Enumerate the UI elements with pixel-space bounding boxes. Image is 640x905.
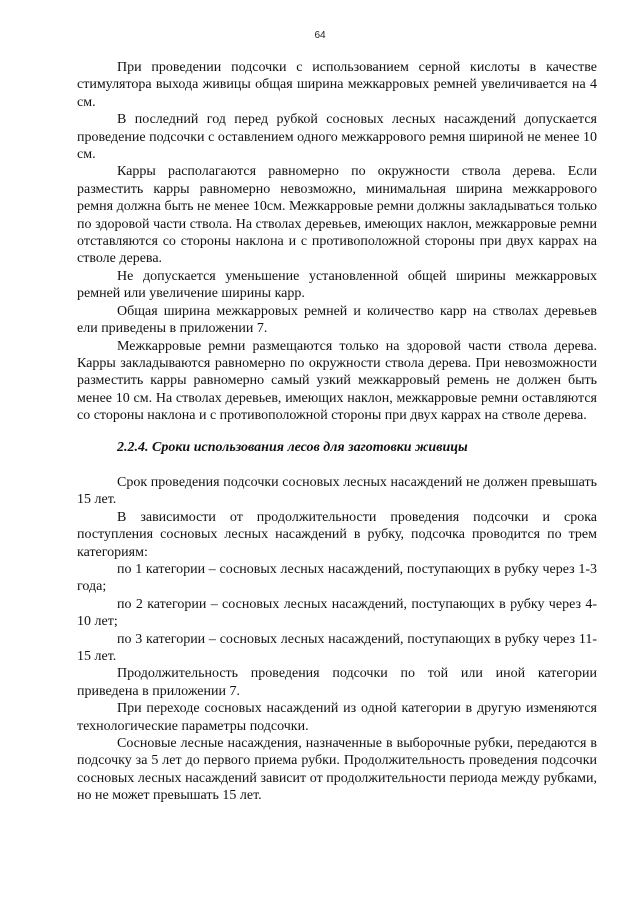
paragraph-spruce-placement: Межкарровые ремни размещаются только на здоровой части ствола дерева. Карры закладываются равномерно по окружности ствола дерева. При невозможности разместить карры равномерно самый узкий межкарровый ремень не должен быть менее 10 см. На стволах деревьев, имеющих наклон, межкарровые ремни оставляются со стороны наклона и с противоположной стороны при двух каррах на стволе дерева. [77,338,597,424]
paragraph-spruce-reference: Общая ширина межкарровых ремней и количество карр на стволах деревьев ели приведены в приложении 7. [77,303,597,337]
paragraph-category-3: по 3 категории – сосновых лесных насаждений, поступающих в рубку через 11-15 лет. [77,631,597,664]
paragraph-duration-reference: Продолжительность проведения подсочки по той или иной категории приведена в приложении 7. [77,666,597,699]
paragraph-selective-cutting: Сосновые лесные насаждения, назначенные в выборочные рубки, передаются в подсочку за 5 лет до первого приема рубки. Продолжительность проведения подсочки сосновых лесных насаждений зависит от продолжительности периода между рубками, но не может превышать 15 лет. [77,736,597,804]
paragraph-sulfuric-acid: При проведении подсочки с использованием серной кислоты в качестве стимулятора выхода живицы общая ширина межкарровых ремней увеличивается на 4 см. [77,60,597,110]
paragraph-category-transition: При переходе сосновых насаждений из одной категории в другую изменяются технологические параметры подсочки. [77,701,597,734]
document-body [77,59,597,805]
paragraph-term-limit: Срок проведения подсочки сосновых лесных насаждений не должен превышать 15 лет. [77,474,597,508]
page-number: 64 [314,30,326,41]
paragraph-last-year: В последний год перед рубкой сосновых лесных насаждений допускается проведение подсочки с оставлением одного межкаррового ремня шириной не менее 10 см. [77,112,597,163]
section-heading: 2.2.4. Сроки использования лесов для заготовки живицы [117,439,468,455]
paragraph-category-1: по 1 категории – сосновых лесных насаждений, поступающих в рубку через 1-3 года; [77,561,597,595]
paragraph-category-2: по 2 категории – сосновых лесных насаждений, поступающих в рубку через 4-10 лет; [77,596,597,630]
paragraph-width-restriction: Не допускается уменьшение установленной общей ширины межкарровых ремней или увеличение ширины карр. [77,268,597,302]
paragraph-carr-placement: Карры располагаются равномерно по окружности ствола дерева. Если разместить карры равномерно невозможно, минимальная ширина межкаррового ремня должна быть не менее 10см. Межкарровые ремни должны закладываться только по здоровой части ствола. На стволах деревьев, имеющих наклон, межкарровые ремни отставляются со стороны наклона и с противоположной стороны при двух каррах на стволе дерева. [77,164,597,267]
paragraph-categories-intro: В зависимости от продолжительности проведения подсочки и срока поступления сосновых лесных насаждений в рубку, подсочка проводится по трем категориям: [77,509,597,560]
